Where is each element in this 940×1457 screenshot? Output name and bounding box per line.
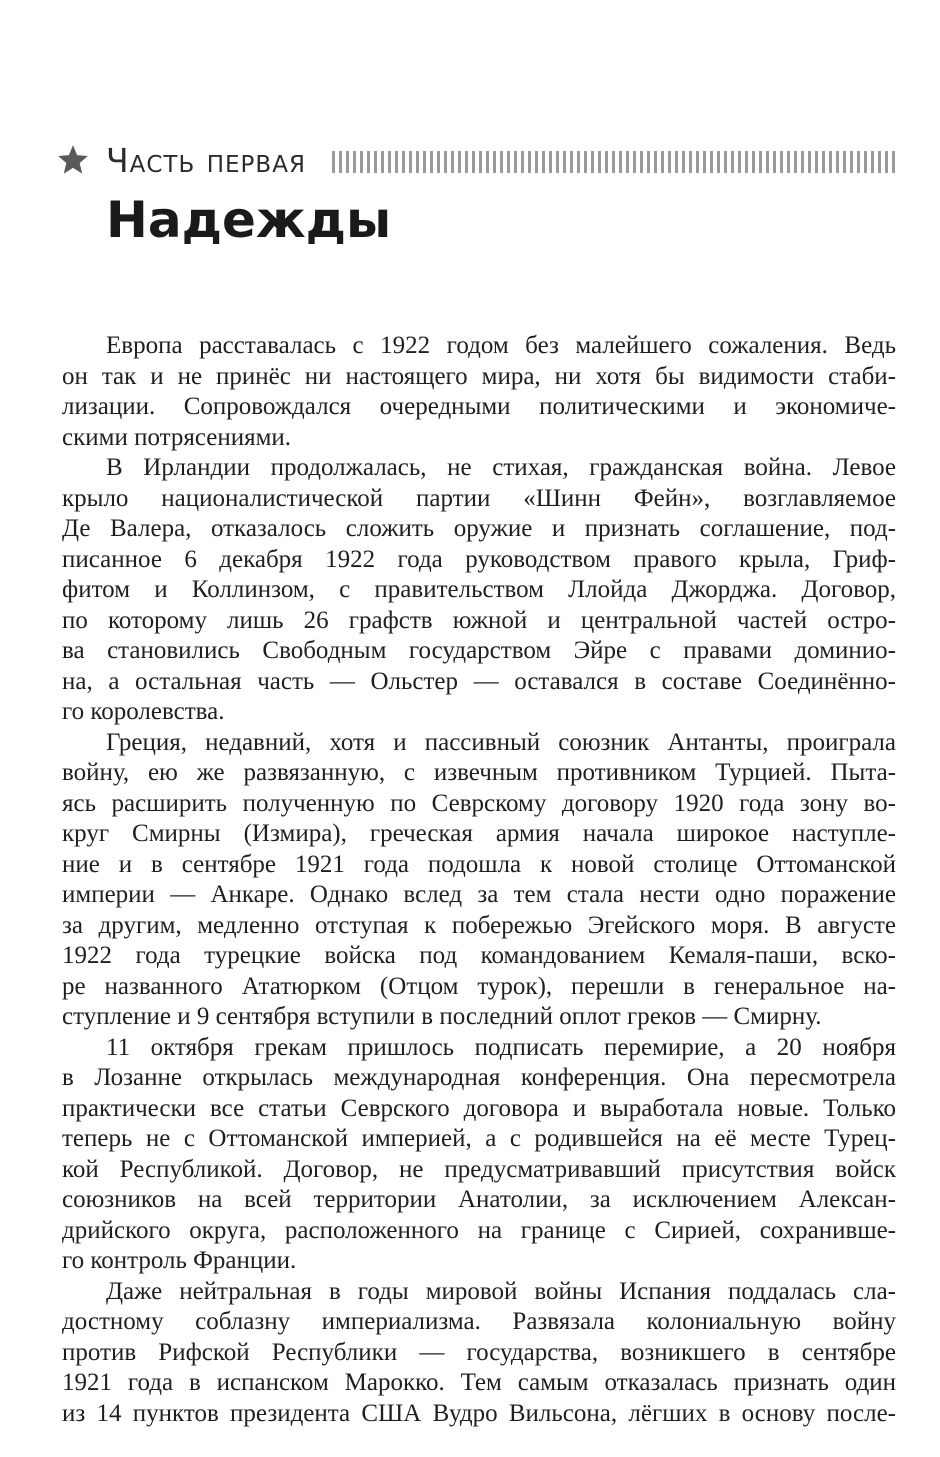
paragraph [62, 728, 896, 1033]
text-line: в Лозанне открылась международная конференция. Она пересмотрела [62, 1064, 896, 1091]
text-line: дрийского округа, расположенного на границе с Сирией, сохранивше- [62, 1216, 896, 1244]
text-line: он так и не принёс ни настоящего мира, ни хотя бы видимости стаби- [62, 362, 896, 390]
text-line: ва становились Свободным государством Эйре с правами доминио- [62, 637, 896, 664]
text-line: 1921 года в испанском Марокко. Тем самым отказалась признать один [62, 1369, 896, 1396]
part-label: Часть первая [106, 140, 306, 180]
text-line: практически все статьи Севрского договора и выработала новые. Только [62, 1094, 896, 1122]
text-line: го контроль Франции. [62, 1247, 297, 1274]
text-line: достному соблазну империализма. Развязала колониальную войну [62, 1308, 896, 1335]
text-line: войну, ею же развязанную, с извечным противником Турцией. Пыта- [62, 759, 896, 786]
text-line: ние и в сентябре 1921 года подошла к новой столице Оттоманской [62, 850, 896, 878]
text-line: Греция, недавний, хотя и пассивный союзник Антанты, проиграла [106, 728, 896, 756]
text-line: скими потрясениями. [62, 423, 292, 451]
text-line: лизации. Сопровождался очередными политическими и экономиче- [62, 393, 896, 420]
paragraph [62, 331, 896, 453]
text-line: ре названного Ататюрком (Отцом турок), перешли в генеральное на- [62, 972, 896, 1000]
text-line: крыло националистической партии «Шинн Фейн», возглавляемое [62, 484, 896, 512]
decorative-dashed-rule [332, 151, 896, 173]
text-line: Даже нейтральная в годы мировой войны Испания поддалась сла- [106, 1277, 896, 1305]
text-line: теперь не с Оттоманской империей, а с родившейся на её месте Турец- [62, 1125, 896, 1152]
text-line: империи — Анкаре. Однако вслед за тем стала нести одно поражение [62, 881, 896, 908]
text-line: ясь расширить полученную по Севрскому договору 1920 года зону во- [62, 789, 896, 817]
text-line: В Ирландии продолжалась, не стихая, гражданская война. Левое [106, 454, 896, 481]
text-line: на, а остальная часть — Ольстер — оставался в составе Соединённо- [62, 667, 896, 695]
text-line: против Рифской Республики — государства, возникшего в сентябре [62, 1338, 896, 1366]
text-line: фитом и Коллинзом, с правительством Ллойда Джорджа. Договор, [62, 576, 896, 603]
text-line: по которому лишь 26 графств южной и центральной частей остро- [62, 606, 896, 634]
text-line: Де Валера, отказалось сложить оружие и признать соглашение, под- [62, 515, 896, 542]
text-line: 1922 года турецкие войска под командованием Кемаля-паши, вско- [62, 942, 896, 969]
text-line: 11 октября грекам пришлось подписать перемирие, а 20 ноября [106, 1033, 896, 1061]
body-text [62, 331, 896, 1429]
paragraph [62, 1277, 896, 1430]
star-icon [56, 143, 90, 177]
paragraph [62, 453, 896, 728]
paragraph [62, 1033, 896, 1277]
text-line: союзников на всей территории Анатолии, за исключением Алексан- [62, 1186, 896, 1213]
text-line: писанное 6 декабря 1922 года руководством правого крыла, Гриф- [62, 545, 896, 573]
chapter-title: Надежды [106, 191, 392, 249]
text-line: за другим, медленно отступая к побережью Эгейского моря. В августе [62, 911, 896, 939]
part-header [56, 138, 896, 182]
text-line: го королевства. [62, 698, 225, 725]
text-line: Европа расставалась с 1922 годом без малейшего сожаления. Ведь [106, 332, 896, 359]
text-line: кой Республикой. Договор, не предусматривавший присутствия войск [62, 1155, 896, 1183]
text-line: из 14 пунктов президента США Вудро Вильсона, лёгших в основу после- [62, 1399, 896, 1427]
text-line: круг Смирны (Измира), греческая армия начала широкое наступле- [62, 820, 896, 847]
text-line: ступление и 9 сентября вступили в последний оплот греков — Смирну. [62, 1003, 822, 1030]
